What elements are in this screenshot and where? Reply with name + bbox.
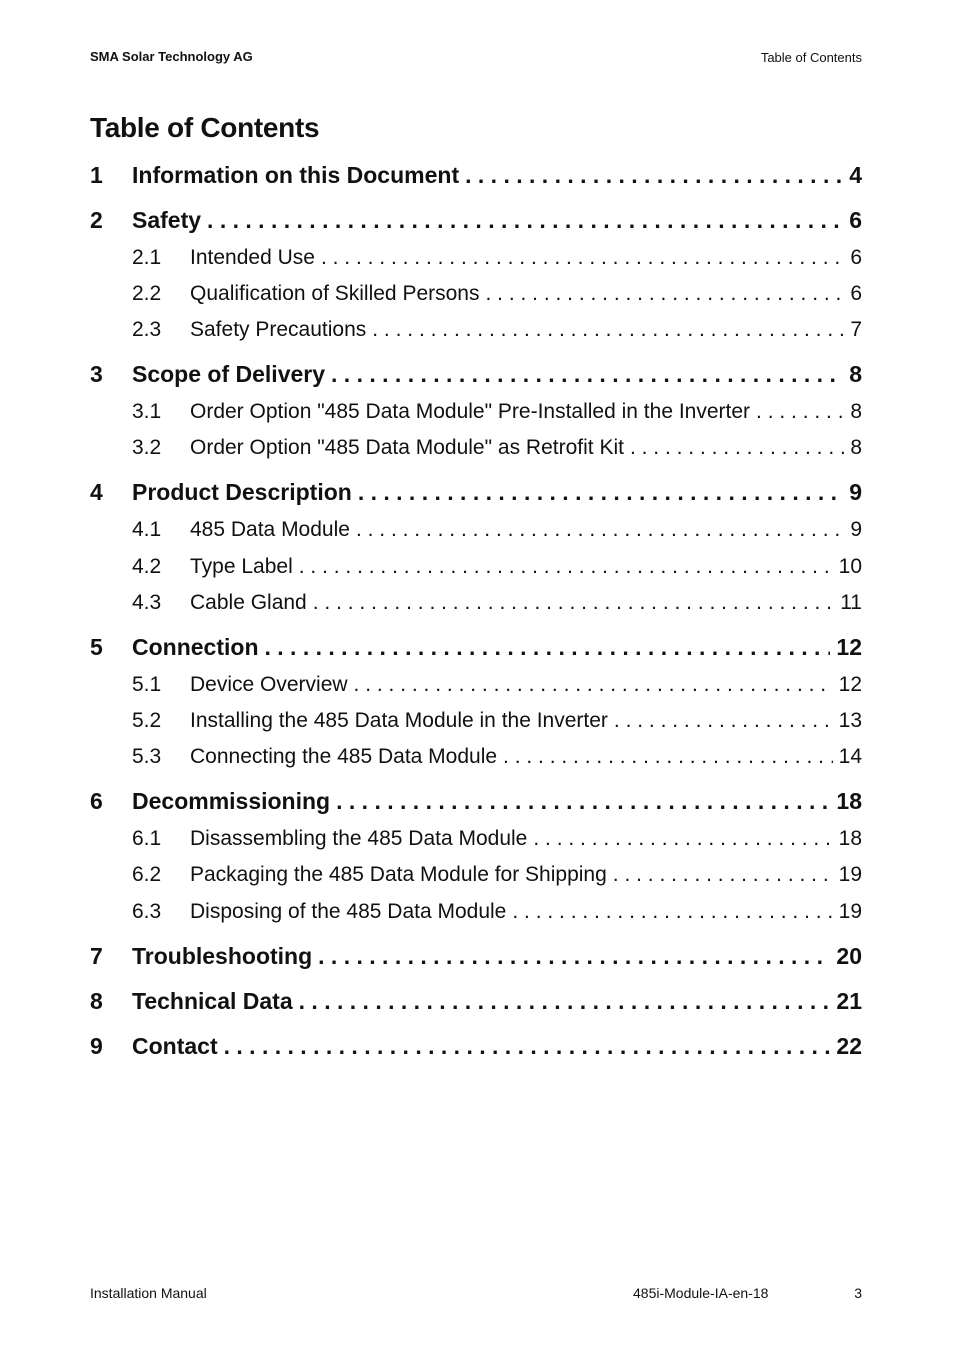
toc-entry-number: 7 — [90, 943, 103, 969]
toc-entry-title: Order Option "485 Data Module" as Retrofit Kit — [190, 436, 624, 459]
toc-entry-3[interactable] — [90, 361, 862, 388]
toc-entry-2-3[interactable] — [90, 318, 862, 342]
toc-entry-number: 2 — [90, 207, 103, 233]
toc-entry-6-3[interactable] — [90, 900, 862, 924]
toc-entry-number: 4 — [90, 479, 103, 505]
toc-entry-number: 6.2 — [132, 863, 162, 886]
toc-entry-3-2[interactable] — [90, 436, 862, 460]
toc-entry-page: 21 — [836, 988, 862, 1014]
toc-list — [90, 0, 862, 1100]
dot-leader — [207, 207, 843, 234]
dot-leader — [372, 318, 844, 342]
header-company: SMA Solar Technology AG — [90, 49, 253, 64]
toc-entry-title: Order Option "485 Data Module" Pre-Installed in the Inverter — [190, 400, 751, 423]
toc-entry-number: 6.1 — [132, 827, 162, 850]
footer-manual: Installation Manual — [90, 1285, 207, 1301]
toc-entry-1[interactable] — [90, 162, 862, 189]
toc-entry-5-3[interactable] — [90, 745, 862, 769]
toc-entry-6-1[interactable] — [90, 827, 862, 851]
toc-entry-title: Qualification of Skilled Persons — [190, 282, 480, 305]
dot-leader — [358, 479, 843, 506]
toc-entry-4-1[interactable] — [90, 518, 862, 542]
dot-leader — [321, 246, 844, 270]
toc-entry-5[interactable] — [90, 634, 862, 661]
toc-entry-title: Connecting the 485 Data Module — [190, 745, 498, 768]
toc-entry-number: 9 — [90, 1033, 103, 1059]
toc-entry-page: 19 — [838, 900, 862, 923]
dot-leader — [331, 361, 843, 388]
dot-leader — [503, 745, 833, 769]
dot-leader — [533, 827, 832, 851]
toc-entry-number: 5.2 — [132, 709, 162, 732]
toc-entry-title: 485 Data Module — [190, 518, 350, 541]
toc-entry-6[interactable] — [90, 788, 862, 815]
toc-entry-page: 18 — [838, 827, 862, 850]
toc-entry-number: 5.3 — [132, 745, 162, 768]
toc-entry-5-2[interactable] — [90, 709, 862, 733]
toc-entry-page: 9 — [850, 518, 862, 541]
toc-entry-9[interactable] — [90, 1033, 862, 1060]
toc-heading: Table of Contents — [90, 112, 320, 143]
dot-leader — [356, 518, 844, 542]
toc-entry-8[interactable] — [90, 988, 862, 1015]
dot-leader — [299, 988, 831, 1015]
toc-entry-title: Safety Precautions — [190, 318, 367, 341]
toc-entry-title: Intended Use — [190, 246, 315, 269]
toc-entry-number: 6 — [90, 788, 103, 814]
toc-entry-5-1[interactable] — [90, 673, 862, 697]
toc-entry-page: 7 — [850, 318, 862, 341]
toc-entry-number: 1 — [90, 162, 103, 188]
dot-leader — [465, 162, 843, 189]
dot-leader — [512, 900, 832, 924]
toc-entry-number: 3 — [90, 361, 103, 387]
toc-entry-page: 4 — [849, 162, 862, 188]
footer-doc-id: 485i-Module-IA-en-18 — [633, 1285, 769, 1301]
toc-entry-page: 19 — [838, 863, 862, 886]
toc-entry-number: 3.2 — [132, 436, 162, 459]
dot-leader — [224, 1033, 831, 1060]
toc-entry-title: Contact — [132, 1033, 218, 1059]
toc-entry-title: Type Label — [190, 555, 293, 578]
toc-entry-page: 8 — [850, 436, 862, 459]
toc-entry-number: 6.3 — [132, 900, 162, 923]
toc-entry-number: 4.2 — [132, 555, 162, 578]
dot-leader — [336, 788, 830, 815]
toc-entry-title: Device Overview — [190, 673, 348, 696]
toc-entry-page: 14 — [838, 745, 862, 768]
dot-leader — [613, 863, 833, 887]
toc-entry-4-2[interactable] — [90, 555, 862, 579]
dot-leader — [630, 436, 844, 460]
toc-entry-number: 4.3 — [132, 591, 162, 614]
toc-entry-page: 22 — [836, 1033, 862, 1059]
toc-entry-page: 12 — [838, 673, 862, 696]
toc-entry-page: 6 — [850, 246, 862, 269]
toc-entry-page: 8 — [850, 400, 862, 423]
toc-entry-title: Disposing of the 485 Data Module — [190, 900, 507, 923]
dot-leader — [299, 555, 833, 579]
toc-entry-number: 8 — [90, 988, 103, 1014]
toc-entry-number: 2.3 — [132, 318, 162, 341]
toc-entry-number: 2.1 — [132, 246, 162, 269]
dot-leader — [313, 591, 834, 615]
toc-entry-title: Technical Data — [132, 988, 293, 1014]
toc-entry-2-1[interactable] — [90, 246, 862, 270]
footer-page-number: 3 — [854, 1285, 862, 1301]
toc-entry-4-3[interactable] — [90, 591, 862, 615]
toc-entry-title: Decommissioning — [132, 788, 331, 814]
toc-entry-4[interactable] — [90, 479, 862, 506]
toc-entry-number: 4.1 — [132, 518, 162, 541]
toc-entry-number: 3.1 — [132, 400, 162, 423]
toc-entry-page: 9 — [849, 479, 862, 505]
toc-entry-page: 12 — [836, 634, 862, 660]
toc-entry-title: Connection — [132, 634, 259, 660]
toc-entry-title: Safety — [132, 207, 202, 233]
toc-entry-page: 18 — [836, 788, 862, 814]
toc-entry-number: 2.2 — [132, 282, 162, 305]
toc-entry-page: 8 — [849, 361, 862, 387]
toc-entry-page: 6 — [849, 207, 862, 233]
dot-leader — [318, 943, 830, 970]
toc-entry-title: Troubleshooting — [132, 943, 313, 969]
dot-leader — [485, 282, 844, 306]
toc-entry-number: 5 — [90, 634, 103, 660]
toc-entry-title: Information on this Document — [132, 162, 460, 188]
toc-entry-title: Packaging the 485 Data Module for Shipping — [190, 863, 607, 886]
toc-entry-page: 13 — [838, 709, 862, 732]
toc-entry-2-2[interactable] — [90, 282, 862, 306]
header-section: Table of Contents — [760, 50, 862, 65]
dot-leader — [614, 709, 833, 733]
toc-entry-title: Product Description — [132, 479, 352, 505]
toc-entry-7[interactable] — [90, 943, 862, 970]
toc-entry-title: Installing the 485 Data Module in the Inverter — [190, 709, 608, 732]
toc-entry-page: 20 — [836, 943, 862, 969]
toc-entry-page: 11 — [840, 591, 862, 614]
toc-entry-title: Scope of Delivery — [132, 361, 326, 387]
toc-entry-6-2[interactable] — [90, 863, 862, 887]
dot-leader — [354, 673, 833, 697]
toc-entry-number: 5.1 — [132, 673, 162, 696]
toc-entry-page: 6 — [850, 282, 862, 305]
toc-entry-3-1[interactable] — [90, 400, 862, 424]
dot-leader — [756, 400, 844, 424]
toc-entry-title: Disassembling the 485 Data Module — [190, 827, 528, 850]
toc-entry-page: 10 — [838, 555, 862, 578]
dot-leader — [265, 634, 831, 661]
toc-entry-2[interactable] — [90, 207, 862, 234]
toc-entry-title: Cable Gland — [190, 591, 307, 614]
